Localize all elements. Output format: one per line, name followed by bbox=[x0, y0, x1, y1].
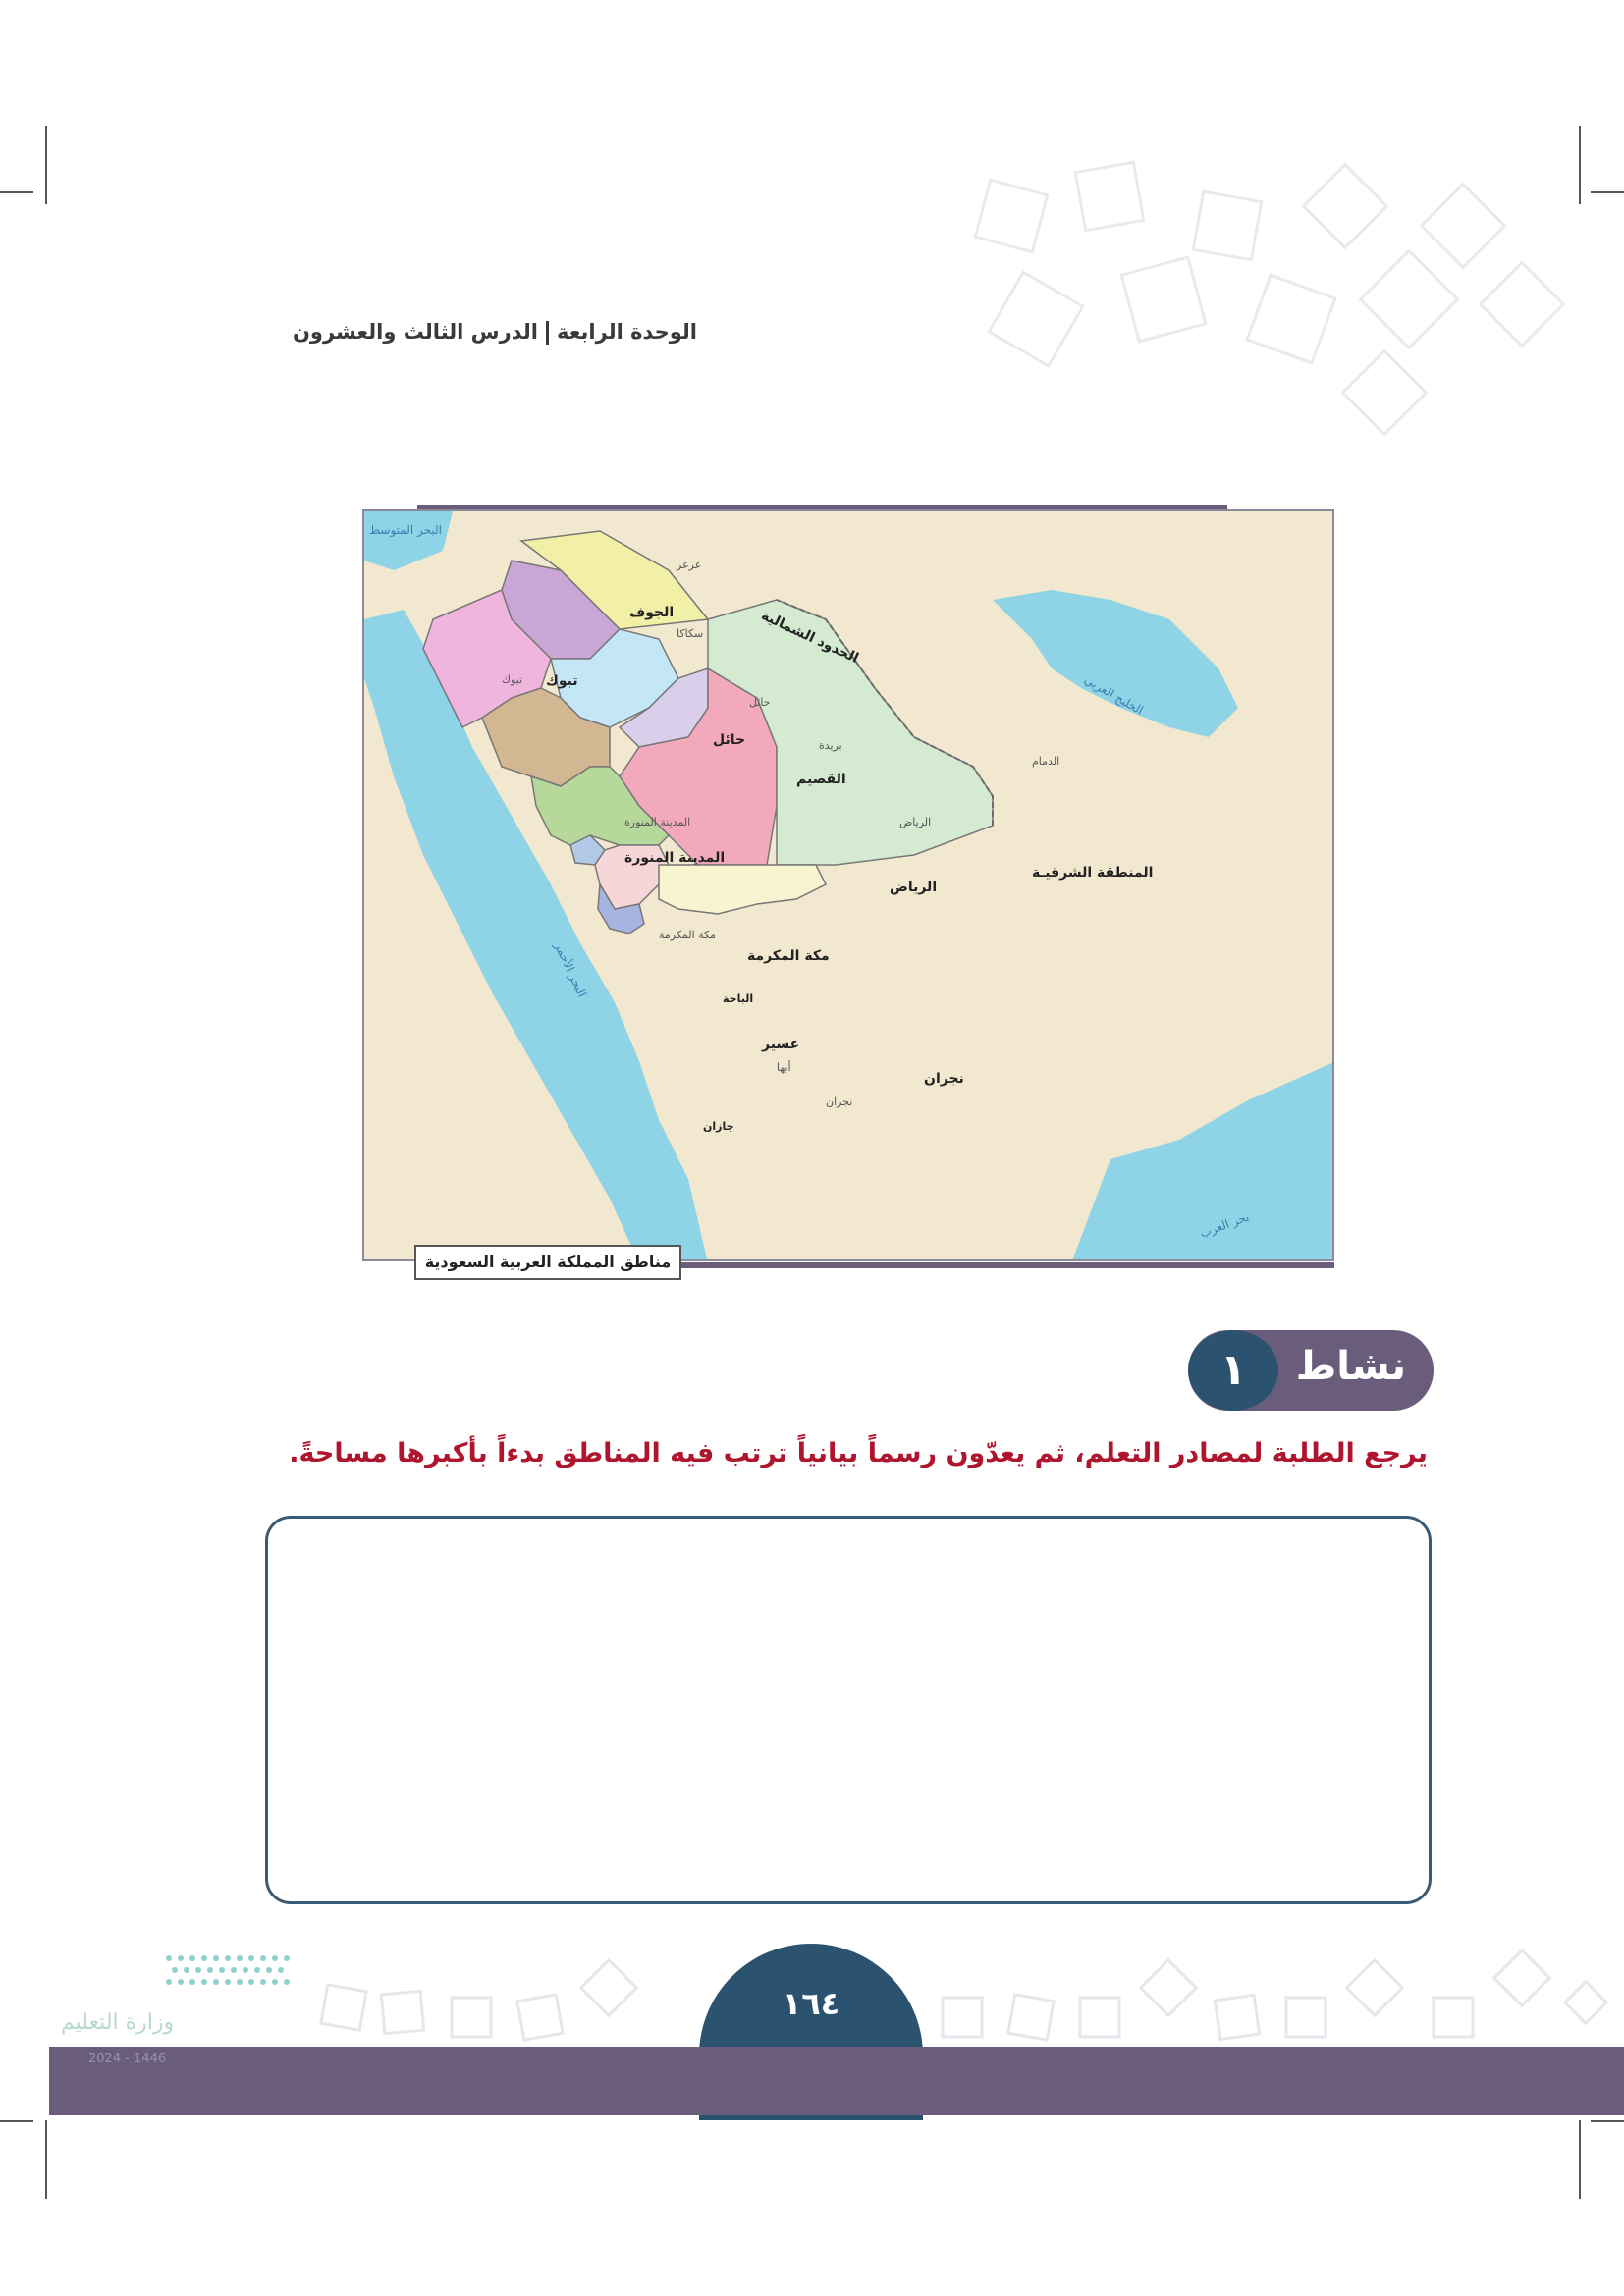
sea-label-red-sea: البحر الأحمر bbox=[551, 939, 589, 1000]
sea-label-gulf: الخليج العربي bbox=[1081, 672, 1146, 718]
region-label-najran: نجران bbox=[924, 1071, 964, 1087]
footer-bar bbox=[49, 2047, 1624, 2115]
city-label-sakaka: سكاكا bbox=[677, 627, 704, 640]
region-label-baha: الباحة bbox=[723, 992, 754, 1005]
crop-mark bbox=[45, 126, 47, 204]
page-header bbox=[265, 320, 697, 345]
region-label-qassim: القصيم bbox=[796, 772, 846, 787]
city-label-hail: حائل bbox=[749, 696, 771, 709]
page-number: ١٦٤ bbox=[782, 1985, 840, 2022]
activity-label: نشاط bbox=[1295, 1344, 1406, 1389]
map-svg bbox=[364, 511, 1334, 1261]
footer-year: 2024 - 1446 bbox=[88, 2052, 167, 2066]
city-label-buraydah: بريدة bbox=[819, 739, 842, 752]
region-label-hail: حائل bbox=[713, 732, 746, 748]
region-label-eastern: المنطقة الشرقيـة bbox=[1032, 865, 1154, 881]
region-label-jouf: الجوف bbox=[629, 605, 675, 620]
ministry-name: وزارة التعليم bbox=[61, 2010, 175, 2035]
activity-header bbox=[1188, 1330, 1434, 1411]
crop-mark bbox=[0, 191, 33, 193]
header-separator bbox=[546, 321, 549, 345]
city-label-abha: أبها bbox=[777, 1061, 791, 1074]
sea-label-arabian-sea: بحر العرب bbox=[1198, 1209, 1252, 1241]
saudi-regions-map bbox=[362, 509, 1334, 1261]
answer-box[interactable] bbox=[265, 1516, 1432, 1904]
region-label-tabuk: تبوك bbox=[546, 673, 578, 689]
crop-mark bbox=[1591, 191, 1624, 193]
region-label-riyadh: الرياض bbox=[890, 880, 938, 895]
crop-mark bbox=[0, 2120, 33, 2122]
city-label-najran: نجران bbox=[826, 1095, 853, 1108]
region-label-madinah: المدينة المنورة bbox=[624, 850, 726, 866]
city-label-riyadh: الرياض bbox=[899, 816, 932, 828]
decorative-pattern bbox=[943, 157, 1591, 442]
lesson-title: الدرس الثالث والعشرون bbox=[292, 320, 538, 344]
crop-mark bbox=[45, 2120, 47, 2199]
unit-title: الوحدة الرابعة bbox=[556, 320, 697, 344]
region-label-makkah: مكة المكرمة bbox=[747, 948, 830, 964]
crop-mark bbox=[1591, 2120, 1624, 2122]
region-label-asir: عسير bbox=[762, 1037, 800, 1052]
map-caption-bar bbox=[681, 1262, 1334, 1268]
region-label-northern: الحدود الشمالية bbox=[758, 608, 861, 667]
city-label-arar: عرعر bbox=[677, 559, 702, 571]
city-label-dammam: الدمام bbox=[1032, 755, 1060, 768]
city-label-makkah: مكة المكرمة bbox=[659, 929, 717, 941]
city-label-madinah: المدينة المنورة bbox=[624, 816, 691, 828]
region-label-jazan: جازان bbox=[703, 1120, 734, 1133]
sea-label-mediterranean: البحر المتوسط bbox=[369, 523, 442, 537]
crop-mark bbox=[1579, 2120, 1581, 2199]
activity-number: ١ bbox=[1188, 1330, 1278, 1411]
map-caption: مناطق المملكة العربية السعودية bbox=[414, 1245, 681, 1280]
city-label-tabuk: تبوك bbox=[502, 673, 523, 686]
activity-instruction: يرجع الطلبة لمصادر التعلم، ثم يعدّون رسماً بيانياً ترتب فيه المناطق بدءاً بأكبرها مساحةً. bbox=[289, 1438, 1428, 1468]
